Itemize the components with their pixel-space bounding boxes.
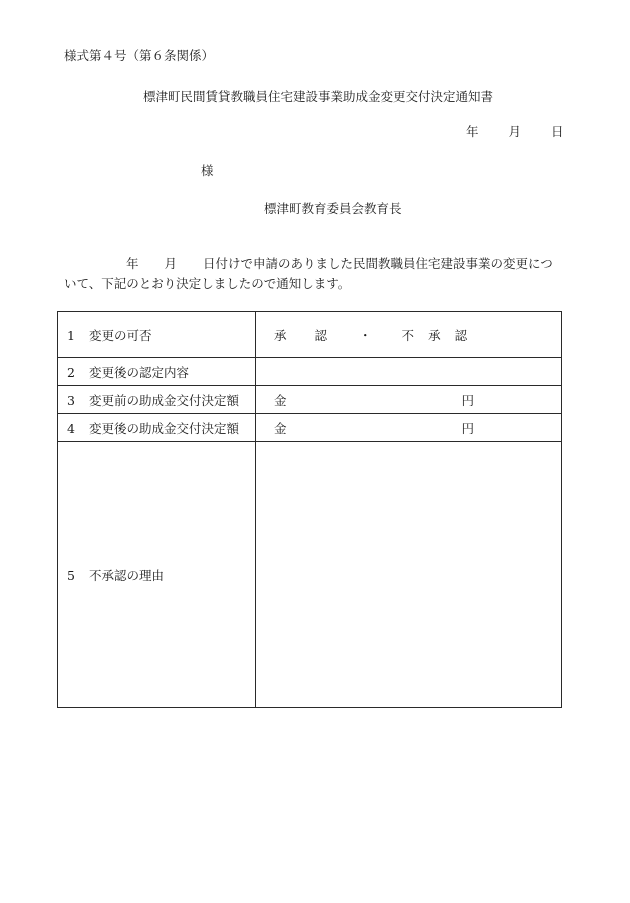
currency-unit: 円 [461,392,474,408]
row-number: 3 [67,392,75,408]
content-cell [256,358,562,386]
table-row [58,414,562,442]
row-label-cell [58,414,256,442]
amount-cell [256,414,562,442]
currency-prefix: 金 [274,392,287,408]
approval-choices [265,326,561,344]
table-row [58,312,562,358]
issuer-name: 標津町教育委員会教育長 [264,201,402,216]
date-year: 年 [466,124,479,139]
approval-separator: ・ [359,327,372,343]
row-label-cell [58,312,256,358]
body-line-1 [126,258,553,271]
currency-unit: 円 [461,420,474,436]
approve-char-2: 認 [314,327,328,343]
date-month: 月 [508,124,522,139]
form-number: 様式第４号（第６条関係） [64,48,215,63]
row-label: 変更後の認定内容 [89,364,190,380]
row-number: 2 [67,364,75,380]
row-number: 1 [67,327,75,343]
row-number: 5 [67,567,75,583]
row-label: 不承認の理由 [89,567,165,583]
reject-char-3: 認 [454,327,468,343]
row-label: 変更後の助成金交付決定額 [89,420,240,436]
body-month: 月 [164,256,178,271]
body-year: 年 [126,256,139,271]
body-text-1: 日付けで申請のありました民間教職員住宅建設事業の変更につ [203,256,553,271]
approval-cell [256,312,562,358]
row-label: 変更前の助成金交付決定額 [89,392,240,408]
row-label-cell [58,442,256,708]
row-label-cell [58,386,256,414]
table-row [58,358,562,386]
decision-table [57,311,562,708]
approve-char-1: 承 [274,327,287,343]
body-line-2: いて、下記のとおり決定しましたので通知します。 [64,276,351,291]
row-label-cell [58,358,256,386]
table-row [58,386,562,414]
reason-cell [256,442,562,708]
reject-char-2: 承 [428,327,441,343]
amount-cell [256,386,562,414]
date-day: 日 [551,124,564,139]
row-label: 変更の可否 [89,327,152,343]
table-row [58,442,562,708]
date-line [466,126,564,139]
recipient-suffix: 様 [201,163,214,178]
row-number: 4 [67,420,75,436]
document-title: 標津町民間賃貸教職員住宅建設事業助成金変更交付決定通知書 [142,89,493,104]
currency-prefix: 金 [274,420,287,436]
reject-char-1: 不 [401,327,415,343]
